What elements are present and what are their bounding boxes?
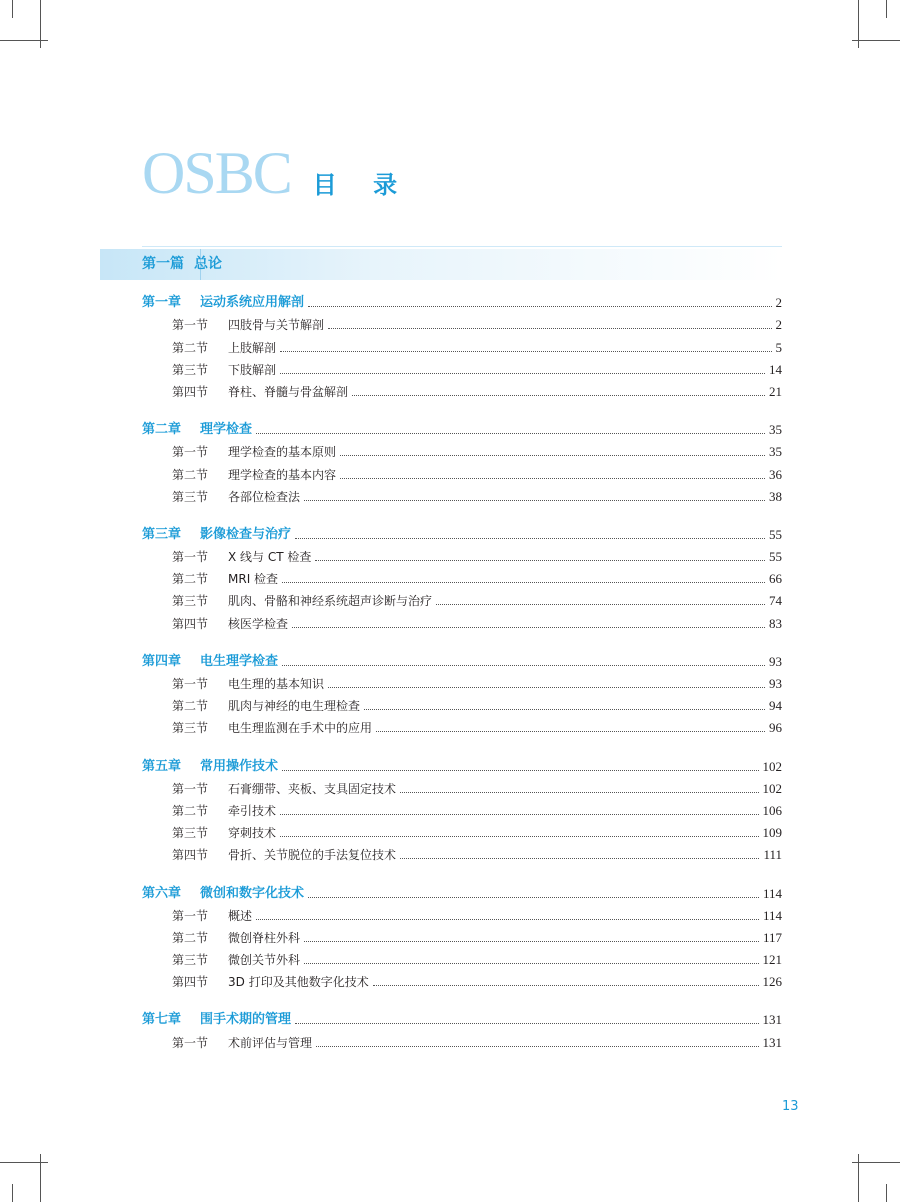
toc-section-row[interactable] <box>142 463 782 485</box>
toc-entry-title: 理学检查的基本内容 <box>228 467 337 482</box>
toc-page-number: 114 <box>762 907 782 923</box>
toc-page-number: 102 <box>762 780 782 796</box>
toc-entry-label: 第一节 <box>172 1035 209 1050</box>
toc-section-row[interactable] <box>142 336 782 358</box>
toc-entry-title: 3D 打印及其他数字化技术 <box>228 975 369 990</box>
toc-leader-dots <box>315 560 765 561</box>
toc-entry-label: 第四节 <box>172 384 209 399</box>
toc-page-number: 55 <box>769 549 782 565</box>
toc-page-number: 131 <box>762 1012 782 1028</box>
osbc-logo: OSBC <box>142 140 291 206</box>
toc-chapter-block <box>142 292 782 403</box>
crop-mark-bottom-right-v2 <box>886 1184 887 1202</box>
toc-section-row[interactable] <box>142 949 782 971</box>
toc-entry-label: 第二节 <box>172 803 209 818</box>
toc-entry-title: 术前评估与管理 <box>228 1035 313 1050</box>
toc-leader-dots <box>292 627 765 628</box>
toc-leader-dots <box>340 478 765 479</box>
crop-mark-top-left-h <box>0 40 48 41</box>
toc-entry-label: 第四章 <box>142 653 182 669</box>
toc-entry-label: 第四节 <box>172 848 209 863</box>
toc-leader-dots <box>400 792 758 793</box>
toc-entry-title: 上肢解剖 <box>228 340 277 355</box>
toc-entry-title: 微创关节外科 <box>228 953 301 968</box>
toc-leader-dots <box>373 985 759 986</box>
toc-chapter-block <box>142 755 782 866</box>
toc-entry-label: 第一节 <box>172 318 209 333</box>
toc-chapter-row[interactable] <box>142 524 782 546</box>
crop-mark-top-left-v2 <box>12 0 13 18</box>
toc-chapter-row[interactable] <box>142 882 782 904</box>
toc-entry-title: 电生理学检查 <box>200 653 279 669</box>
toc-entry-label: 第一章 <box>142 295 182 311</box>
toc-leader-dots <box>282 770 758 771</box>
toc-entry-title: 围手术期的管理 <box>200 1012 292 1028</box>
toc-chapter-row[interactable] <box>142 419 782 441</box>
toc-entry-label: 第三节 <box>172 362 209 377</box>
toc-section-row[interactable] <box>142 590 782 612</box>
toc-page-number: 126 <box>762 974 782 990</box>
toc-section-row[interactable] <box>142 381 782 403</box>
toc-section-row[interactable] <box>142 717 782 739</box>
toc-page-number: 21 <box>769 383 782 399</box>
toc-leader-dots <box>304 941 759 942</box>
header-rule <box>142 246 782 247</box>
toc-chapter-row[interactable] <box>142 755 782 777</box>
toc-leader-dots <box>256 433 765 434</box>
toc-leader-dots <box>436 604 765 605</box>
toc-entry-title: 石膏绷带、夹板、支具固定技术 <box>228 781 397 796</box>
toc-entry-label: 第二节 <box>172 699 209 714</box>
toc-leader-dots <box>304 500 765 501</box>
toc-entry-label: 第一节 <box>172 908 209 923</box>
toc-chapter-block <box>142 651 782 740</box>
part-label: 第一篇 <box>142 256 184 272</box>
toc-section-row[interactable] <box>142 314 782 336</box>
toc-entry-label: 第三节 <box>172 594 209 609</box>
toc-entry-title: 影像检查与治疗 <box>200 526 292 542</box>
toc-leader-dots <box>328 687 765 688</box>
toc-section-row[interactable] <box>142 927 782 949</box>
toc-page-number: 36 <box>769 466 782 482</box>
part-heading[interactable] <box>142 253 222 275</box>
table-of-contents <box>142 292 782 1070</box>
toc-chapter-block <box>142 419 782 508</box>
toc-page-number: 35 <box>769 444 782 460</box>
toc-entry-title: X 线与 CT 检查 <box>228 550 312 565</box>
toc-section-row[interactable] <box>142 1031 782 1053</box>
toc-leader-dots <box>328 328 771 329</box>
toc-entry-label: 第四节 <box>172 616 209 631</box>
toc-leader-dots <box>316 1046 758 1047</box>
toc-page-number: 93 <box>769 676 782 691</box>
toc-entry-title: 牵引技术 <box>228 803 277 818</box>
toc-entry-title: MRI 检查 <box>228 572 279 587</box>
toc-page-number: 94 <box>769 698 782 714</box>
toc-entry-title: 肌肉、骨骼和神经系统超声诊断与治疗 <box>228 594 433 609</box>
toc-entry-label: 第三节 <box>172 489 209 504</box>
crop-mark-bottom-right-h <box>852 1162 900 1163</box>
toc-leader-dots <box>280 836 758 837</box>
toc-entry-title: 微创脊柱外科 <box>228 930 301 945</box>
toc-section-row[interactable] <box>142 778 782 800</box>
toc-entry-label: 第一节 <box>172 677 209 691</box>
toc-section-row[interactable] <box>142 486 782 508</box>
toc-section-row[interactable] <box>142 844 782 866</box>
toc-page-number: 38 <box>769 488 782 504</box>
toc-page-number: 102 <box>762 758 782 774</box>
toc-entry-title: 概述 <box>228 908 253 923</box>
toc-leader-dots <box>256 919 759 920</box>
toc-entry-label: 第一节 <box>172 445 209 460</box>
crop-mark-bottom-left-v2 <box>12 1184 13 1202</box>
toc-entry-label: 第四节 <box>172 975 209 990</box>
toc-section-row[interactable] <box>142 359 782 381</box>
part-title: 总论 <box>194 256 222 272</box>
toc-entry-label: 第三节 <box>172 953 209 968</box>
toc-page-number: 121 <box>762 952 782 968</box>
toc-page-number: 109 <box>762 825 782 841</box>
toc-entry-title: 各部位检查法 <box>228 489 301 504</box>
toc-section-row[interactable] <box>142 822 782 844</box>
toc-page-number: 106 <box>762 802 782 818</box>
toc-section-row[interactable] <box>142 971 782 993</box>
toc-entry-label: 第二节 <box>172 572 209 587</box>
toc-page-number: 114 <box>762 885 782 901</box>
toc-entry-title: 核医学检查 <box>228 616 289 631</box>
contents-title: 目 录 <box>312 171 412 199</box>
toc-leader-dots <box>280 814 758 815</box>
toc-entry-label: 第七章 <box>142 1012 182 1028</box>
crop-mark-top-right-v2 <box>886 0 887 18</box>
toc-entry-label: 第一节 <box>172 550 209 565</box>
toc-page-number: 14 <box>769 361 782 377</box>
toc-leader-dots <box>280 351 771 352</box>
toc-entry-label: 第二节 <box>172 467 209 482</box>
toc-section-row[interactable] <box>142 612 782 634</box>
toc-section-row[interactable] <box>142 441 782 463</box>
toc-leader-dots <box>376 731 765 732</box>
toc-page-number: 96 <box>769 720 782 736</box>
toc-chapter-block <box>142 1009 782 1053</box>
toc-entry-title: 运动系统应用解剖 <box>200 295 305 311</box>
toc-page-number: 131 <box>762 1034 782 1050</box>
toc-page-number: 2 <box>775 317 782 333</box>
toc-leader-dots <box>280 373 765 374</box>
toc-page-number: 111 <box>763 847 782 863</box>
toc-entry-title: 常用操作技术 <box>200 758 279 774</box>
toc-section-row[interactable] <box>142 695 782 717</box>
toc-section-row[interactable] <box>142 673 782 695</box>
toc-entry-title: 脊柱、脊髓与骨盆解剖 <box>228 384 349 399</box>
toc-leader-dots <box>295 1023 758 1024</box>
toc-chapter-row[interactable] <box>142 1009 782 1031</box>
toc-entry-title: 下肢解剖 <box>228 362 277 377</box>
toc-page-number: 2 <box>775 295 782 311</box>
toc-chapter-block <box>142 882 782 993</box>
toc-leader-dots <box>304 963 758 964</box>
toc-entry-label: 第五章 <box>142 758 182 774</box>
toc-entry-label: 第一节 <box>172 781 209 796</box>
page-number: 13 <box>782 1099 799 1114</box>
toc-page-number: 117 <box>762 929 782 945</box>
toc-chapter-row[interactable] <box>142 292 782 314</box>
toc-page-number: 74 <box>769 593 782 609</box>
toc-chapter-row[interactable] <box>142 651 782 673</box>
toc-page-number: 83 <box>769 615 782 631</box>
toc-leader-dots <box>295 538 765 539</box>
toc-entry-title: 微创和数字化技术 <box>200 885 305 901</box>
toc-entry-label: 第二章 <box>142 422 182 438</box>
toc-entry-label: 第六章 <box>142 885 182 901</box>
toc-entry-title: 骨折、关节脱位的手法复位技术 <box>228 848 397 863</box>
toc-page-number: 66 <box>769 571 782 587</box>
toc-leader-dots <box>308 306 771 307</box>
toc-leader-dots <box>400 858 759 859</box>
toc-entry-title: 肌肉与神经的电生理检查 <box>228 699 361 714</box>
toc-section-row[interactable] <box>142 905 782 927</box>
toc-leader-dots <box>282 665 765 666</box>
toc-entry-title: 四肢骨与关节解剖 <box>228 318 325 333</box>
toc-section-row[interactable] <box>142 800 782 822</box>
contents-header <box>142 138 411 208</box>
toc-entry-title: 理学检查的基本原则 <box>228 445 337 460</box>
toc-entry-title: 电生理的基本知识 <box>228 677 325 691</box>
toc-section-row[interactable] <box>142 546 782 568</box>
toc-leader-dots <box>282 582 765 583</box>
toc-leader-dots <box>352 395 765 396</box>
toc-page-number: 35 <box>769 422 782 438</box>
toc-page-number: 5 <box>775 339 782 355</box>
crop-mark-top-right-h <box>852 40 900 41</box>
toc-entry-label: 第三节 <box>172 721 209 736</box>
toc-leader-dots <box>340 455 765 456</box>
toc-entry-label: 第三章 <box>142 526 182 542</box>
toc-entry-title: 穿刺技术 <box>228 826 277 841</box>
toc-leader-dots <box>364 709 765 710</box>
toc-section-row[interactable] <box>142 568 782 590</box>
toc-entry-title: 电生理监测在手术中的应用 <box>228 721 373 736</box>
toc-entry-label: 第二节 <box>172 340 209 355</box>
toc-entry-label: 第三节 <box>172 826 209 841</box>
toc-page-number: 93 <box>769 653 782 669</box>
toc-chapter-block <box>142 524 782 635</box>
toc-leader-dots <box>308 897 759 898</box>
toc-entry-title: 理学检查 <box>200 422 253 438</box>
toc-entry-label: 第二节 <box>172 930 209 945</box>
crop-mark-bottom-left-h <box>0 1162 48 1163</box>
toc-page-number: 55 <box>769 526 782 542</box>
